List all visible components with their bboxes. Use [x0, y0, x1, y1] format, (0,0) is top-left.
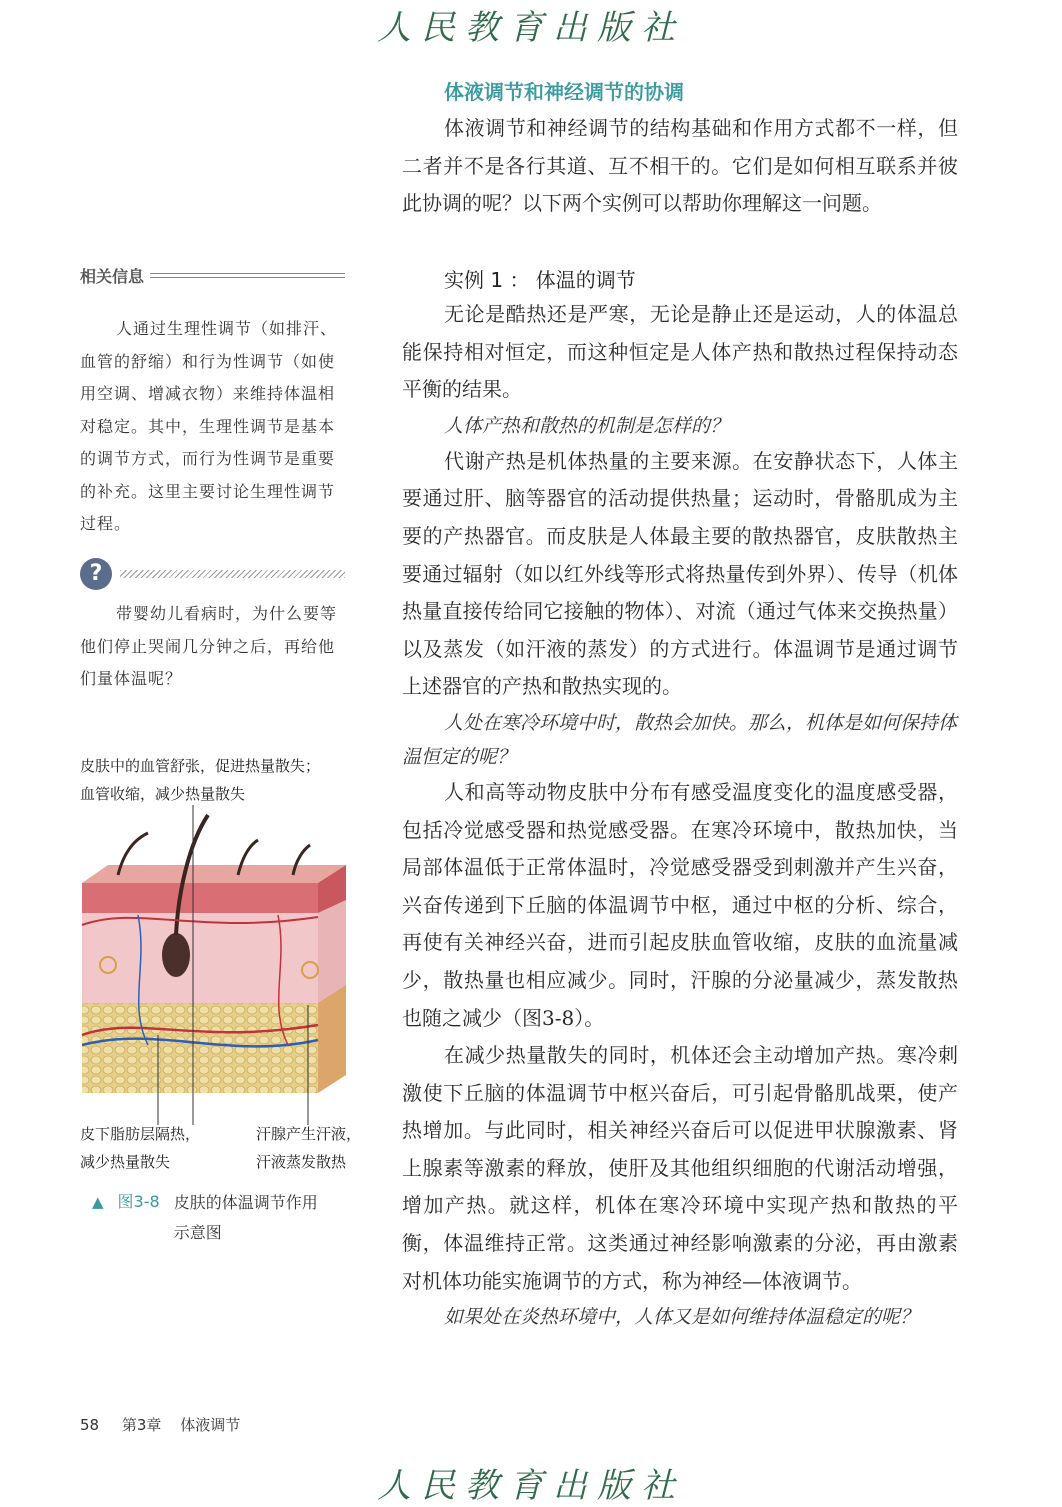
hatch-rule: [120, 570, 345, 578]
skin-illustration: [78, 805, 378, 1125]
section-title: 体液调节和神经调节的协调: [444, 80, 684, 104]
intro-block: [402, 110, 958, 223]
paragraph-2: 代谢产热是机体热量的主要来源。在安静状态下，人体主要通过肝、脑等器官的活动提供热量；运动时，骨骼肌成为主要的产热器官。而皮肤是人体最主要的散热器官，皮肤散热主要通过辐射（如以红外线等形式将热量传到外界）、传导（机体热量直接传给同它接触的物体）、对流（通过气体来交换热量）以及蒸发（如汗液的蒸发）的方式进行。体温调节是通过调节上述器官的产热和散热实现的。: [402, 448, 958, 699]
figure-label-left-line1: 皮下脂肪层隔热，: [80, 1125, 201, 1143]
question-1: 人体产热和散热的机制是怎样的？: [444, 414, 730, 437]
figure-label-right-line2: 汗液蒸发散热: [256, 1153, 347, 1171]
think-box: [80, 558, 345, 696]
related-info-label: 相关信息: [80, 267, 145, 286]
double-rule: [150, 273, 345, 278]
main-text: [402, 296, 958, 1334]
publisher-watermark-top: 人民教育出版社: [377, 8, 685, 48]
figure-label-right: [256, 1120, 361, 1176]
triangle-icon: ▲: [92, 1193, 104, 1211]
intro-paragraph: 体液调节和神经调节的结构基础和作用方式都不一样，但二者并不是各行其道、互不相干的。它们是如何相互联系并彼此协调的呢？以下两个实例可以帮助你理解这一问题。: [402, 116, 958, 216]
chapter-title: 体液调节: [180, 1416, 241, 1434]
figure-number: 图3-8: [117, 1192, 160, 1211]
page-number: 58: [80, 1416, 100, 1434]
paragraph-4: 在减少热量散失的同时，机体还会主动增加产热。寒冷刺激使下丘脑的体温调节中枢兴奋后，可引起骨骼肌战栗，使产热增加。与此同时，相关神经兴奋后可以促进甲状腺激素、肾上腺素等激素的释放，使肝及其他组织细胞的代谢活动增强，增加产热。就这样，机体在寒冷环境中实现产热和散热的平衡，体温维持正常。这类通过神经影响激素的分泌，再由激素对机体功能实施调节的方式，称为神经—体液调节。: [402, 1043, 958, 1293]
question-2: 人处在寒冷环境中时，散热会加快。那么，机体是如何保持体温恒定的呢？: [402, 711, 958, 768]
paragraph-1: 无论是酷热还是严寒，无论是静止还是运动，人的体温总能保持相对恒定，而这种恒定是人体产热和散热过程保持动态平衡的结果。: [402, 302, 958, 402]
chapter-label: 第3章: [121, 1416, 162, 1434]
page-footer: [80, 1414, 240, 1435]
related-info-text: 人通过生理性调节（如排汗、血管的舒缩）和行为性调节（如使用空调、增减衣物）来维持体温相对稳定。其中，生理性调节是基本的调节方式，而行为性调节是重要的补充。这里主要讨论生理性调节过程。: [80, 319, 338, 533]
think-question-text: 带婴幼儿看病时，为什么要等他们停止哭闹几分钟之后，再给他们量体温呢？: [80, 604, 338, 688]
figure-title-line2: 示意图: [173, 1223, 222, 1242]
figure-caption: [92, 1188, 318, 1248]
question-3: 如果处在炎热环境中，人体又是如何维持体温稳定的呢？: [444, 1306, 920, 1329]
figure-label-top: [80, 752, 320, 808]
figure-label-left: [80, 1120, 200, 1176]
figure-label-top-line2: 血管收缩，减少热量散失: [80, 785, 246, 803]
question-mark-icon: ?: [80, 558, 112, 590]
figure-label-right-line1: 汗腺产生汗液，: [256, 1125, 362, 1143]
paragraph-3: 人和高等动物皮肤中分布有感受温度变化的温度感受器，包括冷觉感受器和热觉感受器。在寒冷环境中，散热加快，当局部体温低于正常体温时，冷觉感受器受到刺激并产生兴奋，兴奋传递到下丘脑的体温调节中枢，通过中枢的分析、综合，再使有关神经兴奋，进而引起皮肤血管收缩，皮肤的血流量减少，散热量也相应减少。同时，汗腺的分泌量减少，蒸发散热也随之减少（图3-8）。: [402, 779, 958, 1030]
publisher-watermark-bottom: 人民教育出版社: [377, 1466, 685, 1506]
example-title: 实例 1 ： 体温的调节: [444, 268, 636, 292]
related-info-box: [80, 264, 345, 541]
figure-label-left-line2: 减少热量散失: [80, 1153, 171, 1171]
figure-title: [174, 1188, 318, 1248]
figure-label-top-line1: 皮肤中的血管舒张，促进热量散失；: [80, 757, 321, 775]
figure-title-line1: 皮肤的体温调节作用: [173, 1193, 318, 1212]
